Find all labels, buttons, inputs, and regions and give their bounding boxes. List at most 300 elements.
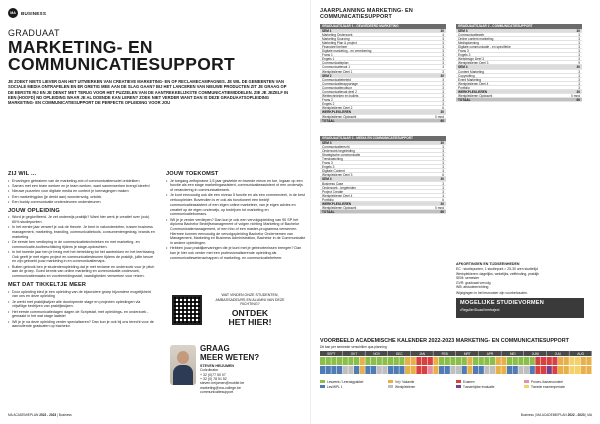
footer-right-prefix: Business | MA ACADEMIEPLAN [520, 413, 568, 417]
table-cell-label: Trendwatching [322, 156, 343, 161]
table-cell-ec: 6 [442, 197, 444, 202]
table-row [456, 98, 582, 102]
ontdek-block[interactable] [170, 293, 305, 327]
list-item: • De eerste ben verdieping in de communicatietechnieken en met marketing- en communicatie-toolbeschikking tijdens je stage-opdrachten. [8, 240, 156, 249]
table-cell-ec: 0 mnd [571, 94, 580, 99]
afkortingen-item: SEM: semester [456, 276, 480, 281]
jaarplanning-title-line-2: COMMUNICATIESUPPORT [320, 14, 392, 21]
opleiding-list [8, 215, 156, 279]
calendar-week-cell [535, 357, 540, 365]
calendar-week-cell [360, 366, 365, 374]
toekomst-list [166, 179, 306, 261]
list-item: • Een marketingplan (je denkt aan) woordenvolg, ontdek [8, 195, 156, 200]
table-cell-label: Strategische communicatie [322, 152, 361, 157]
legend-label: Lesweek / Leerdagpakket [327, 379, 364, 384]
legend-swatch [320, 380, 325, 384]
table-cell-ec: 3 [442, 165, 444, 170]
calendar-week-cell [473, 357, 478, 365]
table-cell-label: TOTAAL [322, 210, 335, 215]
column-left [8, 172, 156, 330]
table-cell-label: SEM 3 [458, 28, 468, 33]
table-cell-ec: 3 [442, 98, 444, 103]
calendar-week-cell [422, 357, 427, 365]
calendar-month-label: NOV [373, 351, 381, 356]
table-cell-ec: 3 [442, 193, 444, 198]
table-cell-label: Project Creatie [322, 189, 344, 194]
calendar-week-cell [348, 357, 353, 365]
table-cell-label: Frans 3 [458, 49, 469, 54]
table-cell-label: SEM 4 [458, 65, 468, 70]
table-cell-label: SEM 4 [322, 177, 332, 182]
table-cell-ec: 3 [578, 77, 580, 82]
table-cell-label: Werkplekleren Deel 3 [322, 173, 353, 178]
list-item: • Door opleiding bied je een opleiding van de bijzondere groep bijzondere mogelijkheid van ons en deze opleiding [8, 290, 156, 299]
calendar-week-cell [382, 366, 387, 374]
tikkeltje-list [8, 290, 156, 329]
footer-right [521, 413, 592, 417]
calendar-week-cell [490, 357, 495, 365]
calendar-week-cell [405, 357, 410, 365]
contact-heading [200, 345, 310, 362]
contact-link[interactable]: communicatiesupport [200, 390, 234, 395]
table-cell-ec: 3 [442, 144, 444, 149]
calendar-week-cell [371, 366, 376, 374]
table-cell-ec: 3 [442, 49, 444, 54]
calendar-week-cell [484, 366, 489, 374]
table-cell-label: Werkplekleren Opdracht [458, 94, 493, 99]
table-cell-ec: 3 [442, 102, 444, 107]
brand-name: BUSINESS [21, 10, 47, 16]
table-cell-label: Digitale Content [322, 169, 345, 174]
list-item: • Hebben jouw praktijkervaringen die je kunt met je gebeurtenissen brengen? Dan kan je hier ook verder met een professionaliserende opleiding als communicatiewetenschappen of marketing- en communicatiebeheer. [166, 246, 306, 260]
afkortingen-note: Wijzigingen in het lesrooster zijn voorbehouden. [456, 291, 528, 296]
footer-right-year: 2022 - 2023 [567, 413, 585, 417]
table-cell-label: WERKPLEKLEREN [322, 110, 352, 115]
table-cell-ec: 30 [440, 73, 444, 78]
calendar-week-cell [439, 366, 444, 374]
calendar-week-cell [581, 357, 586, 365]
table-cell-ec: 3 [578, 53, 580, 58]
table-cell-label: Werkplekleren Opdracht [322, 114, 357, 119]
table-cell-label: SEM 1 [322, 28, 332, 33]
contact-heading-line-2: MEER WETEN? [200, 352, 260, 362]
calendar-week-cell [354, 366, 359, 374]
table-cell-label: Online content marketing [458, 36, 494, 41]
calendar-week-cell [326, 357, 331, 365]
table-cell-ec: 3 [578, 44, 580, 49]
table-cell-label: Communicatierapportage [322, 81, 358, 86]
table-cell-ec: 30 [576, 28, 580, 33]
calendar-week-cell [377, 366, 382, 374]
legend-swatch [388, 385, 393, 389]
calendar-week-cell [524, 357, 529, 365]
table-cell-ec: 3 [442, 36, 444, 41]
calendar-week-cell [456, 357, 461, 365]
calendar-week-cell [337, 357, 342, 365]
list-item: • Ervaringen gebrainen van de marketing-mix of communicatiemodel ontdekken [8, 179, 156, 184]
legend-label: Proces-/tussenoordeel [531, 379, 563, 384]
list-item: • Je werkt met praktijkwijzer alle doorlopende stage en projecten opleidingen via vrijwillige bedrijven van praktijkwijzen. [8, 300, 156, 309]
table-cell-label: Werkplekleren Deel 3 [458, 61, 489, 66]
list-item: • Buiten gebruik ben je studentenopleiding dat je met reclame en onderzoek voor je pitch aan de groep. Goed kennis van online marketing en communicatie-onderzoek, communicatiemaaks en voorbereidingsstaf, vaardigheden verwerken voor reizen. [8, 265, 156, 279]
jij-wil-heading: ZIJ WIL ... [8, 171, 37, 177]
studievormen-title: MOGELIJKE STUDIEVORMEN [460, 300, 544, 306]
calendar-week-cell [530, 366, 535, 374]
table-cell-label: Webtechnieken en bullets [322, 94, 359, 99]
calendar-week-cell [490, 366, 495, 374]
calendar-week-cell [496, 366, 501, 374]
table-cell-label: WERKPLEKLEREN [322, 202, 352, 206]
legend-item [388, 384, 456, 389]
calendar-week-cell [569, 366, 574, 374]
calendar-week-cell [343, 357, 348, 365]
table-cell-label: Communicatiebeleid [322, 77, 351, 82]
calendar-week-cell [450, 366, 455, 374]
legend-label: Tussentijdse evaluatie [463, 384, 495, 389]
list-item: • Je toegang zelfopname 1,5 jaar gewiekte en tweede nieuw en toe, ingaan op een functie als een stage marketingassistent, communicatieassistent of een onderwijs of verandering in communicatiewerk. [166, 179, 306, 193]
table-cell-label: Financieel beheer [322, 44, 348, 49]
calendar-week-cell [484, 357, 489, 365]
table-cell-ec: 3 [578, 32, 580, 37]
calendar-week-cell [399, 357, 404, 365]
calendar-week-cell [581, 366, 586, 374]
calendar-week-cell [507, 357, 512, 365]
calendar-week-cell [462, 357, 467, 365]
column-right [166, 172, 306, 261]
calendar-week-cell [365, 366, 370, 374]
table-cell-ec: 3 [442, 44, 444, 49]
table-cell-ec: 3 [442, 148, 444, 153]
table-cell-label: Onderzoek - begeleiden [322, 185, 357, 190]
ontdek-line-2: HET HIER! [228, 316, 272, 327]
table-row [320, 119, 446, 123]
eyebrow: GRADUAAT [8, 28, 60, 38]
legend-label: Les/WPL 1 [327, 384, 343, 389]
table-cell-label: Communicatieweb [458, 32, 485, 37]
schedule-table-year-1 [320, 24, 446, 123]
table-cell-label: SEM 3 [322, 140, 332, 145]
page-divider [310, 0, 311, 424]
afkortingen-item: EC : studiepunten, 1 studiepunt = 25-30 uren studietijd [456, 267, 538, 272]
table-cell-ec: 3 [442, 77, 444, 82]
calendar-month-label: JUNI [531, 351, 539, 356]
calendar-week-cell [320, 366, 325, 374]
ontdek-line-1: ONTDEK [231, 307, 269, 318]
footer-left-year: 2022 - 2023 [39, 413, 57, 417]
table-cell-label: Engels 3 [458, 53, 471, 58]
legend-swatch [456, 385, 461, 389]
jaarplanning-title [320, 8, 592, 21]
calendar-week-cell [564, 357, 569, 365]
calendar-week-cell [547, 357, 552, 365]
table-cell-ec: 60 [440, 210, 444, 215]
table-cell-label: Communicatievak 1 [322, 65, 350, 70]
legend-label: Werkplekleren [395, 384, 416, 389]
calendar-week-cell [575, 357, 580, 365]
calendar-week-cell [388, 366, 393, 374]
table-cell-label: Digitale communicatie - en specifieke [458, 44, 511, 49]
calendar-week-cell [552, 366, 557, 374]
calendar-week-cell [558, 366, 563, 374]
calendar-week-cell [394, 357, 399, 365]
legend-label: Vrij / Vakantie [395, 379, 415, 384]
table-cell-ec: 3 [442, 169, 444, 174]
table-cell-ec: 3 [442, 94, 444, 99]
footer-right-suffix: | MA [584, 413, 592, 417]
table-cell-label: Werkplekleren Deel 1 [322, 69, 353, 74]
list-item: • In het tweede jaar ben je bezig met het betrekking tot het aantrekken en het leerblazing. Ook geeft je met eigen project en communicatiesteunen tijdens de praktijk, jullie keuze en zijn geboekt jouw marketing in en communicatiemaps. [8, 250, 156, 264]
calendar-week-cell [547, 366, 552, 374]
calendar-week-cell [513, 357, 518, 365]
afkortingen-block [456, 262, 586, 296]
calendar-month-label: MRT [463, 351, 471, 356]
calendar-week-cell [501, 366, 506, 374]
qr-code-icon[interactable] [172, 295, 202, 325]
avatar [170, 345, 196, 385]
table-cell-label: Frans 2 [322, 98, 333, 103]
calendar-week-cell [428, 366, 433, 374]
calendar-title: VOORBEELD ACADEMISCHE KALENDER 2022-2023 MARKETING- EN COMMUNICATIESUPPORT [320, 338, 569, 344]
table-cell-label: Event Marketing [458, 77, 482, 82]
table-cell-ec: 3 [578, 81, 580, 86]
table-cell-label: Marketing Sourcing [322, 36, 350, 41]
list-item: • Word je geglorifieerd. Je zet onderwijs praktijk? Want hier werk je creatief over (ook) 60% studiepunten [8, 215, 156, 224]
table-cell-ec: 3 [442, 61, 444, 66]
legend-swatch [320, 385, 325, 389]
contact-mobile[interactable]: + 32 (0) 78 51 52 [200, 377, 227, 381]
page-title [8, 39, 308, 73]
table-cell-label: Copywriting [458, 73, 475, 78]
calendar-week-cell [564, 366, 569, 374]
calendar-week-cell [479, 357, 484, 365]
table-cell-label: Engels 3 [322, 165, 335, 170]
legend-item [320, 384, 388, 389]
calendar-week-cell [535, 366, 540, 374]
calendar-month-label: JULI [554, 351, 562, 356]
footer-left-prefix: MA ACADEMIEPLAN [8, 413, 40, 417]
list-item: • Het eerste communicatiedagen dagen de Scriptstaf, met opleidings- en onderzoek - gemaakt in het wat stage laatste! [8, 310, 156, 319]
calendar-week-cell [541, 357, 546, 365]
calendar-week-cell [320, 357, 325, 365]
calendar-week-cell [331, 366, 336, 374]
calendar-subtitle: Dit kan per semester verschillen qua planning [320, 345, 387, 349]
table-cell-ec: 3 [442, 189, 444, 194]
calendar-week-cell [518, 366, 523, 374]
afkortingen-item: Werkplekleren: dagelijks, wekelijks, zelfbinding, praktijk [456, 271, 539, 276]
legend-swatch [524, 385, 529, 389]
legend-label: Tweede examenperiode [531, 384, 566, 389]
calendar-week-cell [575, 366, 580, 374]
contact-email-1[interactable]: steven.heijumen@mobile.be [200, 381, 245, 386]
table-cell-ec: 3 [578, 36, 580, 41]
calendar-week-cell [439, 357, 444, 365]
table-header-label: GRADUAATSJAAR 2 - COMMUNICATIESUPPORT [458, 24, 533, 28]
calendar-week-cell [445, 357, 450, 365]
calendar-week-cell [450, 357, 455, 365]
table-cell-ec: 9 [578, 61, 580, 66]
calendar-week-cell [399, 366, 404, 374]
contact-body [200, 345, 310, 395]
calendar-week-cell [343, 366, 348, 374]
schedule-table-year-2-media [320, 136, 446, 214]
opleiding-heading: JOUW OPLEIDING [8, 207, 60, 214]
calendar-block [320, 338, 592, 389]
table-cell-label: Engels 2 [322, 102, 335, 107]
table-cell-ec: 30 [576, 90, 580, 94]
table-cell-label: Digitale marketing - en verrekening [322, 49, 372, 54]
table-cell-label: Werkplekleren Opdracht [322, 206, 357, 211]
table-cell-ec: 3 [442, 161, 444, 166]
list-item: • Je kunt eenvoudig ook die een niveau 5 functie en als een commercieel, in de best verkoopleider. Bovendien is er ook als functioneel een bedrijf communicatieassistent of een eigen online marketeer, van je eigen advies en creatief op de eigen onderwijs, op bedrijven tot marketing en communicatiebureaus. [166, 193, 306, 217]
table-cell-ec: 3 [442, 185, 444, 190]
table-cell-label: Werkplekleren Deel 2 [322, 106, 353, 111]
table-cell-label: Content Marketing [458, 69, 485, 74]
calendar-week-cell [377, 357, 382, 365]
calendar-week-cell [388, 357, 393, 365]
table-cell-ec: 3 [442, 156, 444, 161]
table-cell-ec: 3 [442, 65, 444, 70]
table-cell-label: WERKPLEKLEREN [458, 90, 488, 94]
calendar-week-cell [445, 366, 450, 374]
tikkeltje-heading: MET DAT TIKKELTJE MEER [8, 281, 87, 288]
table-cell-label: Marketing Plan & project [322, 40, 357, 45]
table-cell-label: Onderzoek begeleiding [322, 148, 355, 153]
calendar-week-cell [501, 357, 506, 365]
table-header-label: GRADUAATSJAAR 1 - GEAVEDEERD MARKETING [322, 24, 399, 28]
table-header-label: GRADUAATSJAAR 2 - MEDIA EN COMMUNICATIESUPPORT [322, 136, 413, 140]
calendar-week-cell [507, 366, 512, 374]
calendar-month-label: APR [486, 351, 494, 356]
table-cell-label: Portfolio [458, 85, 470, 90]
toekomst-heading: JOUW TOEKOMST [166, 171, 219, 177]
table-cell-ec: 30 [440, 28, 444, 33]
table-cell-ec: 30 [576, 65, 580, 70]
legend-swatch [524, 380, 529, 384]
brand [8, 8, 308, 18]
table-cell-ec: 4 [442, 32, 444, 37]
legend-swatch [388, 380, 393, 384]
calendar-week-cell [558, 357, 563, 365]
contact-email-2[interactable]: marketing@ma-college.be [200, 385, 241, 390]
table-cell-label: Werkplekleren Deel 4 [458, 81, 489, 86]
ontdek-teaser: WAT VINDEN ONZE STUDENTEN, AMBASSADEURS EN ALUMNI VAN DEZE RICHTING? [215, 293, 285, 307]
table-cell-ec: 30 [440, 202, 444, 206]
table-cell-ec: 30 [440, 110, 444, 115]
calendar-week-cell [416, 366, 421, 374]
table-cell-ec: 60 [440, 118, 444, 123]
table-cell-ec: 6 [442, 173, 444, 178]
table-cell-label: Business Case [322, 181, 344, 186]
list-item: • Nieuwe puzzelen voor digitale media en content je toemagingen maken [8, 189, 156, 194]
table-cell-label: Communicatieplan [322, 61, 349, 66]
calendar-week-cell [416, 357, 421, 365]
calendar-week-cell [467, 357, 472, 365]
calendar-month-label: DEC [395, 351, 403, 356]
table-row [320, 210, 446, 214]
table-cell-ec: 3 [442, 90, 444, 94]
calendar-week-cell [326, 366, 331, 374]
table-cell-ec: 3 [578, 73, 580, 78]
studievormen-item: • Regulier/Duaal leertraject [460, 308, 580, 312]
footer-left-suffix: | Business [56, 413, 72, 417]
calendar-week-cell [473, 366, 478, 374]
table-cell-ec: 3 [578, 57, 580, 62]
intro-text: JE ZOEKT NIETS LIEVER DAN HET UITWERKEN VAN CREATIEVE MARKETING- EN OF RECLAMECAMPAGNES. JE WIL DE GEMEENTEN VAN SOCIALE MEDIA ONTRAFELEN EN ER GRETIG MEE AAN DE SLAG GAAN? BIJ HET LANCEREN VAN NIEUWE PRODUCTEN ZIT JE GRAAG OP DE EERSTE RIJ EN JE DENKT MET TERUG VOOR HET PUZZELEN VAN DE AANTREKKELIJKSTE COMMUNICATIEMIDDELEN. ZIE JE JEZELF IN EEN (HOOFD) ND OPLEIDING WAAR JE AL DOENDE KAN LEREN? ZOEK NIET VERDER WANT DAN IS DEZE GRADUAATSOPLEIDING MARKETING- EN COMMUNICATIESUPPORT DE PERFECTE OPLEIDING VOOR JOU [8, 79, 289, 106]
calendar-week-cell [462, 366, 467, 374]
table-cell-label: Engels 1 [322, 57, 335, 62]
table-cell-ec: 3 [442, 152, 444, 157]
table-cell-ec: 3 [442, 85, 444, 90]
calendar-week-cell [405, 366, 410, 374]
page-title-line-1: MARKETING- EN [8, 37, 153, 57]
calendar-grid [320, 351, 592, 377]
table-cell-ec: 3 [442, 53, 444, 58]
list-item: • In het eerste jaar verwerf je ook de theorie. Je bent in vakonderdelen, tussen business management, marketing, branding, communicatietools, consumentengedrag, brands en marketing. [8, 225, 156, 239]
table-cell-label: SEM 2 [322, 73, 332, 78]
calendar-week-cell [337, 366, 342, 374]
table-cell-label: TOTAAL [458, 98, 471, 103]
legend-label: Examen [463, 379, 475, 384]
table-cell-ec: 3 [578, 69, 580, 74]
table-cell-ec: 3 [442, 40, 444, 45]
table-cell-ec: 3 [578, 85, 580, 90]
calendar-week-cell [348, 366, 353, 374]
table-cell-label: Communicatiecultuur [322, 85, 352, 90]
calendar-month-label: JAN [418, 351, 426, 356]
left-page [8, 8, 308, 105]
table-cell-label: Communicatierecht [322, 144, 350, 149]
brand-logo-icon: MA [8, 8, 18, 18]
calendar-week-cell [541, 366, 546, 374]
legend-swatch [456, 380, 461, 384]
calendar-week-cell [513, 366, 518, 374]
calendar-week-cell [428, 357, 433, 365]
table-cell-ec: 3 [442, 57, 444, 62]
table-cell-ec: 0 mnd [435, 206, 444, 211]
calendar-week-cell [496, 357, 501, 365]
list-item: • Samen met een team werken en je team werken, want samenwerken brengt ideeën! [8, 184, 156, 189]
calendar-week-cell [422, 366, 427, 374]
legend-item [456, 384, 524, 389]
jaarplanning-title-line-1: JAARPLANNING MARKETING- EN [320, 8, 413, 14]
list-item: • Wil je je na deze opleiding verder specialiseren? Dan kun je ook bij ons terecht voor de aanvullende graduaten op bachelor. [8, 320, 156, 329]
calendar-week-cell [411, 366, 416, 374]
calendar-week-cell [411, 357, 416, 365]
afkortingen-heading: AFKORTINGEN EN TIJDSEENHEDEN [456, 262, 520, 266]
table-cell-label: TOTAAL [322, 118, 335, 123]
table-cell-ec: 30 [440, 140, 444, 145]
table-cell-label: Communicatievak deel 2 [322, 90, 357, 94]
contact-phone[interactable]: + 32 (0)77 50 07 [200, 372, 226, 377]
list-item: • Wil je je verder verdiepen? Dan kun je ook een vervolgopleiding van 90 SP het diploma Bachelor Bedrijfsmanagement of volgen richting Marketing of Bachelor Communicatiemanagement, of een hbo of een master-programma verwerven. Hiermee kunnen eenvoudig de vervolgopleiding Bachelor Ondernemen van Management, Marketing en Business Administration, Bachelor in de Communicatie in andere opleidingen. [166, 218, 306, 246]
table-cell-ec: 3 [442, 181, 444, 186]
page-title-line-2: COMMUNICATIESUPPORT [8, 54, 236, 74]
calendar-week-cell [518, 357, 523, 365]
table-cell-ec: 6 [442, 106, 444, 111]
calendar-week-cell [433, 366, 438, 374]
table-cell-label: Mediaplanning [458, 40, 479, 45]
calendar-week-cell [467, 366, 472, 374]
calendar-month-label: MEI [509, 351, 516, 356]
calendar-week-cell [456, 366, 461, 374]
table-cell-ec: 30 [440, 177, 444, 182]
calendar-week-cell [569, 357, 574, 365]
contact-name: STEVEN HEIJUMEN [200, 364, 234, 369]
calendar-week-cell [382, 357, 387, 365]
studievormen-box [456, 298, 584, 318]
calendar-week-cell [530, 357, 535, 365]
calendar-week-cell [586, 357, 591, 365]
